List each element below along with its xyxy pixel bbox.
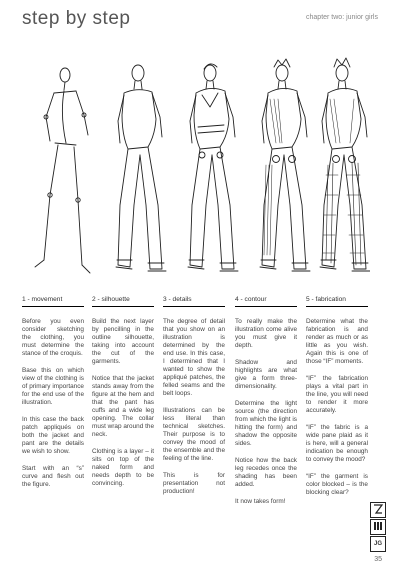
figure-movement — [35, 68, 90, 273]
paragraph: Notice how the back leg recedes once the shading has been added. — [235, 457, 297, 488]
paragraph: In this case the back patch appliqués on both the jacket and pant are the details we wish to show. — [22, 416, 84, 455]
paragraph: To really make the illustration come alive you must give it depth. — [235, 318, 297, 349]
figure-fabrication — [320, 58, 370, 271]
paragraph: Illustrations can be less literal than technical sketches. Their purpose is to convey the mood of the ensemble and the feeling of the line. — [163, 407, 225, 462]
paragraph: Build the next layer by pencilling in the outline silhouette, taking into account the cut of the garments. — [92, 318, 154, 365]
logo-mark-middle — [370, 519, 386, 535]
paragraph: “IF” the garment is color blocked – is the blocking clear? — [306, 473, 368, 496]
text-column-movement — [22, 296, 84, 498]
logo-bars-icon — [372, 520, 384, 532]
column-heading: 4 - contour — [235, 296, 267, 303]
figure-sequence-illustration — [20, 55, 370, 285]
paragraph: It now takes form! — [235, 498, 286, 505]
text-column-silhouette — [92, 296, 154, 497]
paragraph: The degree of detail that you show on an illustration is determined by the end use. In this case, I determined that I wanted to show the appliqué patches, the felled seams and the belt loops. — [163, 318, 225, 397]
chapter-label: chapter two: junior girls — [306, 14, 378, 21]
text-column-contour — [235, 296, 297, 515]
paragraph: Base this on which view of the clothing is of primary importance for the end use of the illustration. — [22, 367, 84, 406]
paragraph: “IF” the fabrication plays a vital part in the line, you will need to render it more accurately. — [306, 375, 368, 414]
page-number: 35 — [374, 556, 382, 563]
paragraph: Determine what the fabrication is and render as much or as little as you wish. Again this is one of those “IF” moments. — [306, 318, 368, 365]
paragraph: This is for presentation not production! — [163, 472, 225, 495]
paragraph: Determine the light source (the direction from which the light is hitting the form) and shadow the opposite sides. — [235, 400, 297, 447]
column-heading: 3 - details — [163, 296, 192, 303]
paragraph: Notice that the jacket stands away from the figure at the hem and that the pant has cuffs and a wide leg opening. The collar must wrap around the neck. — [92, 375, 154, 438]
paragraph: Start with an “s” curve and flesh out the figure. — [22, 465, 84, 488]
figure-details — [188, 64, 238, 271]
figure-silhouette — [116, 65, 166, 271]
page-title: step by step — [22, 8, 131, 29]
text-column-fabrication — [306, 296, 368, 506]
logo-glyph-icon — [372, 503, 384, 515]
figure-contour — [260, 59, 310, 271]
paragraph: “IF” the fabric is a wide pane plaid as it is here, will a general indication be enough to convey the mood? — [306, 424, 368, 463]
logo-mark-top — [370, 502, 386, 518]
logo-mark-bottom: JG — [370, 536, 386, 552]
paragraph: Before you even consider sketching the clothing, you must determine the stance of the croquis. — [22, 318, 84, 357]
column-heading: 2 - silhouette — [92, 296, 130, 303]
text-column-details — [163, 296, 225, 505]
column-heading: 1 - movement — [22, 296, 63, 303]
paragraph: Clothing is a layer – it sits on top of the naked form and needs depth to be convincing. — [92, 448, 154, 487]
paragraph: Shadow and highlights are what give a form three-dimensionality. — [235, 359, 297, 390]
column-heading: 5 - fabrication — [306, 296, 346, 303]
